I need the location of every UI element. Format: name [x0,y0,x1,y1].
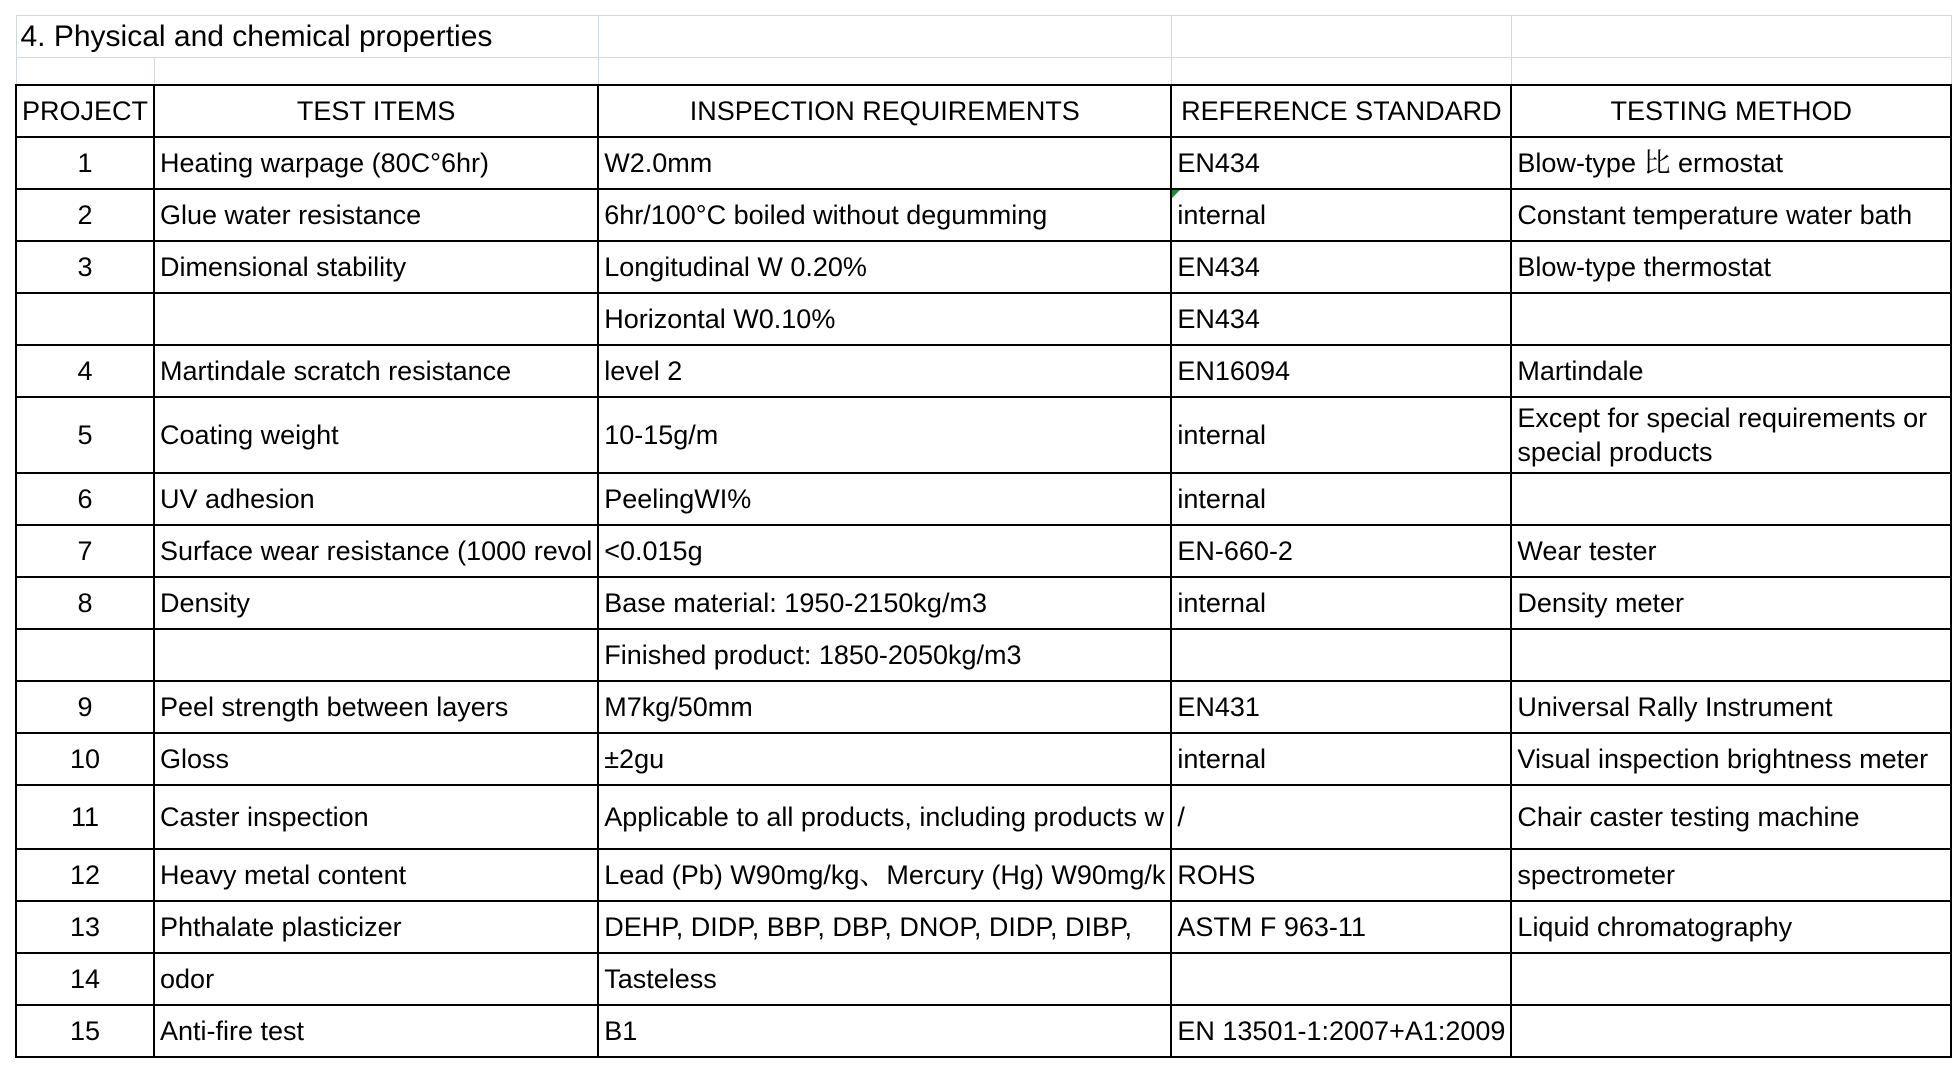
test-item-cell[interactable]: Heating warpage (80C°6hr) [154,137,598,189]
empty-cell[interactable] [598,16,1171,58]
table-row [16,629,1951,681]
standard-cell[interactable]: EN431 [1171,681,1511,733]
table-row [16,849,1951,901]
empty-cell[interactable] [16,58,154,85]
method-cell[interactable]: Wear tester [1511,525,1951,577]
method-cell[interactable]: Blow-type 比 ermostat [1511,137,1951,189]
properties-table [15,15,1952,1058]
standard-cell[interactable]: EN-660-2 [1171,525,1511,577]
sheet-title[interactable]: 4. Physical and chemical properties [16,16,598,58]
test-item-cell[interactable]: Glue water resistance [154,189,598,241]
project-cell[interactable]: 14 [16,953,154,1005]
method-cell[interactable]: Liquid chromatography [1511,901,1951,953]
empty-cell[interactable] [154,58,598,85]
method-cell[interactable]: Visual inspection brightness meter [1511,733,1951,785]
project-cell[interactable]: 9 [16,681,154,733]
method-cell[interactable]: Universal Rally Instrument [1511,681,1951,733]
table-row [16,577,1951,629]
standard-cell[interactable]: ROHS [1171,849,1511,901]
method-cell[interactable]: spectrometer [1511,849,1951,901]
table-row [16,473,1951,525]
standard-cell[interactable]: internal [1171,577,1511,629]
standard-cell[interactable]: EN16094 [1171,345,1511,397]
table-row [16,785,1951,849]
requirement-cell[interactable]: 10-15g/m [598,397,1171,473]
project-cell[interactable]: 11 [16,785,154,849]
table-row [16,189,1951,241]
standard-cell[interactable]: internal [1171,189,1511,241]
project-cell[interactable]: 1 [16,137,154,189]
requirement-cell[interactable]: Longitudinal W 0.20% [598,241,1171,293]
empty-cell[interactable] [598,58,1171,85]
test-item-cell[interactable]: odor [154,953,598,1005]
requirement-cell[interactable]: Tasteless [598,953,1171,1005]
requirement-cell[interactable]: Lead (Pb) W90mg/kg、Mercury (Hg) W90mg/k [598,849,1171,901]
table-row [16,953,1951,1005]
test-item-cell[interactable]: Peel strength between layers [154,681,598,733]
requirement-cell[interactable]: 6hr/100°C boiled without degumming [598,189,1171,241]
header-test-items[interactable]: TEST ITEMS [154,85,598,137]
requirement-cell[interactable]: M7kg/50mm [598,681,1171,733]
table-row [16,901,1951,953]
test-item-cell[interactable]: Phthalate plasticizer [154,901,598,953]
method-cell[interactable] [1511,953,1951,1005]
table-row [16,397,1951,473]
title-row [16,16,1951,58]
standard-cell[interactable]: internal [1171,397,1511,473]
requirement-cell[interactable]: Finished product: 1850-2050kg/m3 [598,629,1171,681]
standard-cell[interactable]: internal [1171,473,1511,525]
test-item-cell[interactable]: Density [154,577,598,629]
table-row [16,1005,1951,1057]
requirement-cell[interactable]: level 2 [598,345,1171,397]
method-cell[interactable] [1511,629,1951,681]
test-item-cell[interactable]: Gloss [154,733,598,785]
method-cell[interactable]: Chair caster testing machine [1511,785,1951,849]
test-item-cell[interactable]: Heavy metal content [154,849,598,901]
project-cell[interactable]: 2 [16,189,154,241]
header-reference-standard[interactable]: REFERENCE STANDARD [1171,85,1511,137]
standard-cell[interactable]: EN434 [1171,137,1511,189]
project-cell[interactable]: 7 [16,525,154,577]
requirement-cell[interactable]: Horizontal W0.10% [598,293,1171,345]
project-cell[interactable]: 15 [16,1005,154,1057]
test-item-cell[interactable]: Surface wear resistance (1000 revol [154,525,598,577]
requirement-cell[interactable]: Base material: 1950-2150kg/m3 [598,577,1171,629]
project-cell[interactable]: 6 [16,473,154,525]
standard-cell[interactable]: internal [1171,733,1511,785]
method-cell[interactable]: Martindale [1511,345,1951,397]
standard-cell[interactable]: EN434 [1171,241,1511,293]
standard-cell[interactable]: / [1171,785,1511,849]
method-cell[interactable]: Constant temperature water bath [1511,189,1951,241]
table-row [16,137,1951,189]
requirement-cell[interactable]: B1 [598,1005,1171,1057]
table-row [16,733,1951,785]
standard-cell[interactable]: ASTM F 963-11 [1171,901,1511,953]
requirement-cell[interactable]: Applicable to all products, including products w [598,785,1171,849]
project-cell[interactable] [16,629,154,681]
standard-cell[interactable]: EN 13501-1:2007+A1:2009 [1171,1005,1511,1057]
table-row [16,525,1951,577]
test-item-cell[interactable] [154,629,598,681]
method-cell[interactable]: Except for special requirements or special products [1511,397,1951,473]
project-cell[interactable]: 13 [16,901,154,953]
standard-cell[interactable] [1171,953,1511,1005]
requirement-cell[interactable]: W2.0mm [598,137,1171,189]
project-cell[interactable]: 5 [16,397,154,473]
test-item-cell[interactable]: Caster inspection [154,785,598,849]
test-item-cell[interactable]: Dimensional stability [154,241,598,293]
project-cell[interactable]: 10 [16,733,154,785]
spreadsheet [15,15,1952,1058]
header-row [16,85,1951,137]
empty-cell[interactable] [1171,58,1511,85]
empty-cell[interactable] [1171,16,1511,58]
empty-cell[interactable] [1511,16,1951,58]
method-cell[interactable] [1511,293,1951,345]
method-cell[interactable]: Density meter [1511,577,1951,629]
table-row [16,681,1951,733]
requirement-cell[interactable]: <0.015g [598,525,1171,577]
test-item-cell[interactable]: Coating weight [154,397,598,473]
project-cell[interactable]: 12 [16,849,154,901]
empty-cell[interactable] [1511,58,1951,85]
header-inspection-requirements[interactable]: INSPECTION REQUIREMENTS [598,85,1171,137]
table-row [16,345,1951,397]
table-row [16,241,1951,293]
standard-cell[interactable]: EN434 [1171,293,1511,345]
spacer-row [16,58,1951,85]
requirement-cell[interactable]: PeelingWI% [598,473,1171,525]
header-testing-method[interactable]: TESTING METHOD [1511,85,1951,137]
test-item-cell[interactable]: Anti-fire test [154,1005,598,1057]
method-cell[interactable] [1511,473,1951,525]
test-item-cell[interactable] [154,293,598,345]
requirement-cell[interactable]: ±2gu [598,733,1171,785]
project-cell[interactable]: 3 [16,241,154,293]
test-item-cell[interactable]: UV adhesion [154,473,598,525]
table-row [16,293,1951,345]
test-item-cell[interactable]: Martindale scratch resistance [154,345,598,397]
header-project[interactable]: PROJECT [16,85,154,137]
method-cell[interactable] [1511,1005,1951,1057]
requirement-cell[interactable]: DEHP, DIDP, BBP, DBP, DNOP, DIDP, DIBP, [598,901,1171,953]
method-cell[interactable]: Blow-type thermostat [1511,241,1951,293]
project-cell[interactable]: 8 [16,577,154,629]
standard-cell[interactable] [1171,629,1511,681]
project-cell[interactable] [16,293,154,345]
project-cell[interactable]: 4 [16,345,154,397]
